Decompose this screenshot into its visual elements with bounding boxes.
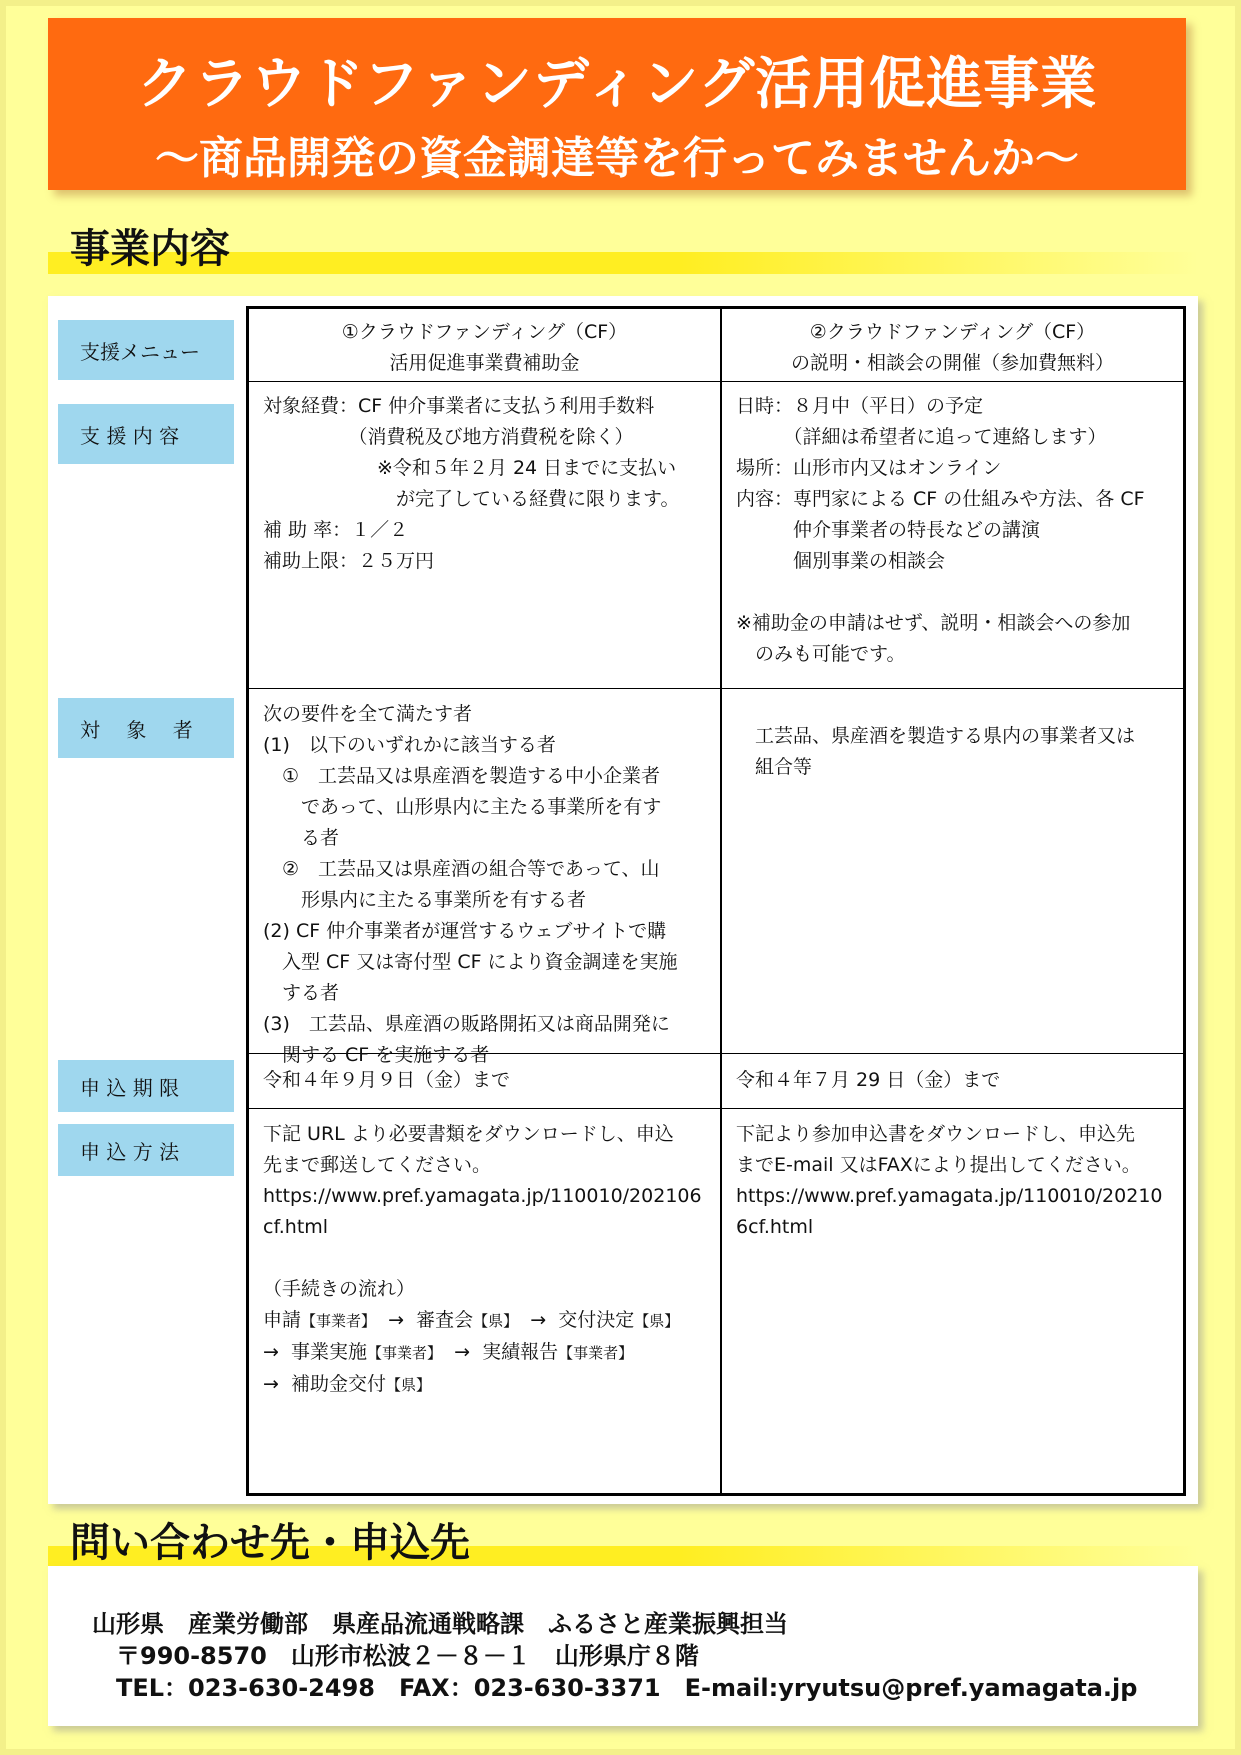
target-text-line: であって、山形県内に主たる事業所を有す bbox=[263, 796, 662, 818]
row-label-content: 支 援 内 容 bbox=[58, 404, 234, 464]
target-text-line: 次の要件を全て満たす者 bbox=[263, 703, 473, 725]
deadline-cell-seminar bbox=[736, 1065, 1181, 1105]
content-text-line: （詳細は希望者に追って連絡します） bbox=[736, 426, 1107, 448]
section-heading-business bbox=[48, 220, 1198, 274]
menu-seminar-line2: の説明・相談会の開催（参加費無料） bbox=[790, 352, 1114, 374]
menu-cell-subsidy bbox=[249, 317, 720, 381]
method-url-link[interactable]: 6cf.html bbox=[736, 1216, 814, 1238]
content-text-line: 補 助 率：１／２ bbox=[263, 519, 409, 541]
target-text-line: 工芸品、県産酒を製造する県内の事業者又は bbox=[755, 725, 1136, 747]
flow-title: （手続きの流れ） bbox=[263, 1278, 416, 1300]
flow-arrow: → bbox=[388, 1309, 405, 1331]
row-divider bbox=[249, 1108, 1183, 1109]
flow-line-2 bbox=[263, 1337, 715, 1369]
menu-subsidy-line1: ①クラウドファンディング（CF） bbox=[341, 321, 628, 343]
business-panel bbox=[48, 296, 1198, 1504]
content-text-line: 仲介事業者の特長などの講演 bbox=[736, 519, 1041, 541]
content-text-line: 対象経費：CF 仲介事業者に支払う利用手数料 bbox=[263, 395, 655, 417]
method-text-line: までE-mail 又はFAXにより提出してください。 bbox=[736, 1154, 1141, 1176]
page-subtitle: ～商品開発の資金調達等を行ってみませんか～ bbox=[155, 133, 1079, 184]
flow-step: 事業実施 bbox=[291, 1341, 368, 1363]
target-text-line: 入型 CF 又は寄付型 CF により資金調達を実施 bbox=[263, 951, 678, 973]
flow-role: 【県】 bbox=[634, 1312, 680, 1330]
flow-role: 【事業者】 bbox=[301, 1312, 377, 1330]
flow-role: 【事業者】 bbox=[367, 1344, 443, 1362]
business-table bbox=[246, 306, 1186, 1496]
target-text-line: (1) 以下のいずれかに該当する者 bbox=[263, 734, 556, 756]
flow-role: 【県】 bbox=[386, 1376, 432, 1394]
row-divider bbox=[249, 381, 1183, 382]
content-text-line: 内容：専門家による CF の仕組みや方法、各 CF bbox=[736, 488, 1145, 510]
method-url-link[interactable]: https://www.pref.yamagata.jp/110010/202106 bbox=[263, 1185, 702, 1207]
method-text-line: 先まで郵送してください。 bbox=[263, 1154, 492, 1176]
deadline-cell-subsidy bbox=[263, 1065, 715, 1105]
menu-subsidy-line2: 活用促進事業費補助金 bbox=[389, 352, 580, 374]
target-text-line: する者 bbox=[263, 982, 340, 1004]
deadline-seminar: 令和４年７月 29 日（金）まで bbox=[736, 1069, 1001, 1091]
target-text-line: 組合等 bbox=[755, 756, 813, 778]
row-label-menu: 支援メニュー bbox=[58, 320, 234, 380]
flow-arrow: → bbox=[263, 1373, 279, 1395]
deadline-subsidy: 令和４年９月９日（金）まで bbox=[263, 1069, 511, 1091]
method-url-link[interactable]: https://www.pref.yamagata.jp/110010/20210 bbox=[736, 1185, 1163, 1207]
section-heading-text: 問い合わせ先・申込先 bbox=[70, 1520, 470, 1566]
content-note-line: のみも可能です。 bbox=[736, 643, 906, 665]
content-cell-seminar bbox=[736, 391, 1181, 685]
content-text-line bbox=[736, 577, 1181, 608]
target-text-line: 形県内に主たる事業所を有する者 bbox=[263, 889, 587, 911]
contact-department: 山形県 産業労働部 県産品流通戦略課 ふるさと産業振興担当 bbox=[92, 1610, 788, 1638]
flow-step: 申請 bbox=[263, 1309, 302, 1331]
content-cell-subsidy bbox=[263, 391, 715, 685]
row-label-method: 申 込 方 法 bbox=[58, 1124, 234, 1176]
method-text-line: 下記 URL より必要書類をダウンロードし、申込 bbox=[263, 1123, 674, 1145]
menu-cell-seminar bbox=[722, 317, 1183, 381]
method-text-line: 下記より参加申込書をダウンロードし、申込先 bbox=[736, 1123, 1136, 1145]
flow-arrow: → bbox=[530, 1309, 547, 1331]
flow-step: 補助金交付 bbox=[291, 1373, 387, 1395]
flow-role: 【事業者】 bbox=[558, 1344, 634, 1362]
content-text-line: 日時：８月中（平日）の予定 bbox=[736, 395, 984, 417]
target-text-line: 関する CF を実施する者 bbox=[263, 1044, 490, 1066]
flow-line-3 bbox=[263, 1369, 715, 1401]
menu-seminar-line1: ②クラウドファンディング（CF） bbox=[809, 321, 1096, 343]
column-divider bbox=[720, 309, 722, 1493]
content-text-line: 場所：山形市内又はオンライン bbox=[736, 457, 1002, 479]
contact-address: 〒990-8570 山形市松波２－８－１ 山形県庁８階 bbox=[116, 1642, 699, 1670]
contact-phone-fax-email[interactable]: TEL：023-630-2498 FAX：023-630-3371 E-mail:yryutsu@pref.yamagata.jp bbox=[116, 1674, 1138, 1702]
content-text-line: 補助上限：２５万円 bbox=[263, 550, 435, 572]
content-text-line: 個別事業の相談会 bbox=[736, 550, 946, 572]
blank-line bbox=[263, 1243, 715, 1274]
flow-step: 審査会 bbox=[416, 1309, 474, 1331]
content-text-line: が完了している経費に限ります。 bbox=[263, 488, 680, 510]
flow-step: 実績報告 bbox=[482, 1341, 559, 1363]
content-text-line: ※令和５年２月 24 日までに支払い bbox=[263, 457, 677, 479]
page-title: クラウドファンディング活用促進事業 bbox=[136, 52, 1098, 117]
flow-role: 【県】 bbox=[473, 1312, 519, 1330]
contact-box bbox=[48, 1566, 1198, 1726]
method-url-link[interactable]: cf.html bbox=[263, 1216, 329, 1238]
target-text-line: ① 工芸品又は県産酒を製造する中小企業者 bbox=[263, 765, 661, 787]
method-cell-subsidy bbox=[263, 1119, 715, 1491]
row-label-deadline: 申 込 期 限 bbox=[58, 1060, 234, 1112]
flow-line-1 bbox=[263, 1305, 715, 1337]
flow-step: 交付決定 bbox=[558, 1309, 635, 1331]
method-cell-seminar bbox=[736, 1119, 1181, 1319]
section-heading-text: 事業内容 bbox=[70, 226, 230, 272]
row-label-target: 対 象 者 bbox=[58, 698, 234, 758]
target-text-line: (3) 工芸品、県産酒の販路開拓又は商品開発に bbox=[263, 1013, 670, 1035]
section-heading-contact bbox=[48, 1514, 1198, 1568]
flow-arrow: → bbox=[263, 1341, 279, 1363]
target-text-line: (2) CF 仲介事業者が運営するウェブサイトで購 bbox=[263, 920, 667, 942]
row-divider bbox=[249, 688, 1183, 689]
title-banner bbox=[48, 18, 1186, 190]
target-text-line: る者 bbox=[263, 827, 340, 849]
target-text-line: ② 工芸品又は県産酒の組合等であって、山 bbox=[263, 858, 660, 880]
target-cell-subsidy bbox=[263, 699, 715, 1066]
content-note-line: ※補助金の申請はせず、説明・相談会への参加 bbox=[736, 612, 1131, 634]
content-text-line: （消費税及び地方消費税を除く） bbox=[263, 426, 634, 448]
flow-arrow: → bbox=[454, 1341, 471, 1363]
target-cell-seminar bbox=[755, 721, 1181, 801]
